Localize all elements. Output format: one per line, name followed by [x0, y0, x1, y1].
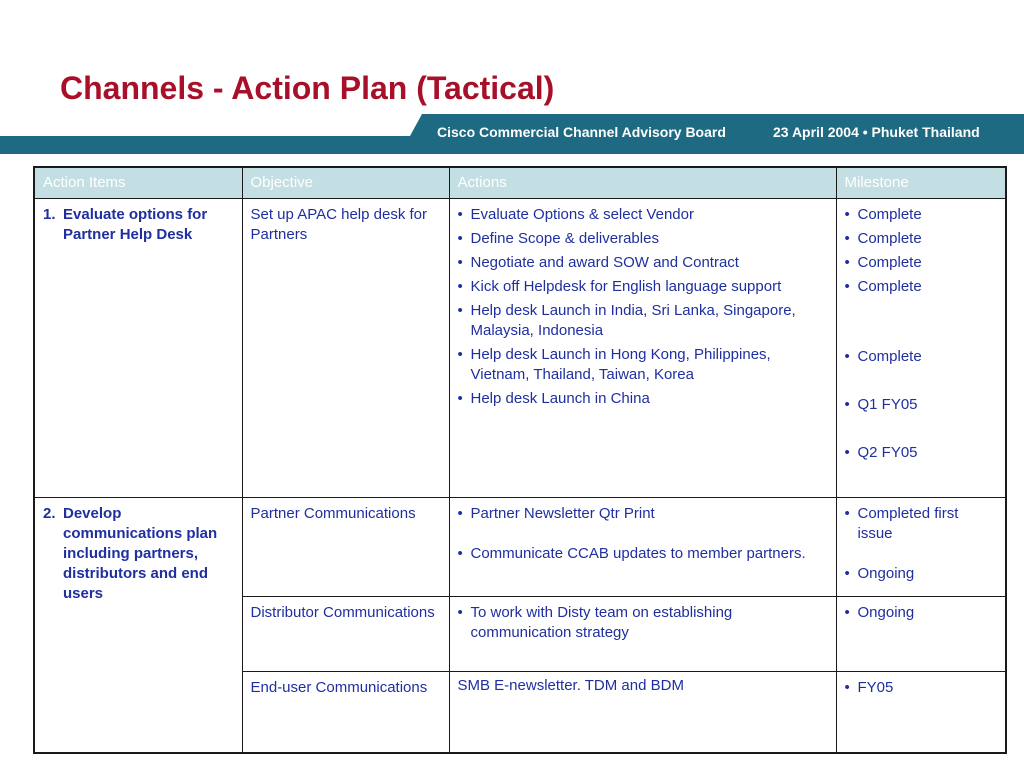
milestone-bullet: • Complete — [845, 253, 998, 273]
action-bullet: • Partner Newsletter Qtr Print — [458, 504, 828, 524]
action-bullet: • Define Scope & deliverables — [458, 229, 828, 249]
milestone-bullet: • FY05 — [845, 678, 998, 698]
objective-cell: Set up APAC help desk for Partners — [242, 199, 449, 498]
milestone-bullet: • Completed first issue — [845, 504, 998, 544]
action-bullet: • Help desk Launch in China — [458, 389, 828, 409]
table-row — [34, 199, 1006, 498]
actions-cell — [449, 199, 836, 498]
action-item-text: Develop communications plan including partners, distributors and end users — [63, 505, 218, 602]
objective-cell: End-user Communications — [242, 672, 449, 754]
action-item-cell — [34, 498, 242, 754]
column-header-actions: Actions — [449, 167, 836, 199]
actions-cell — [449, 597, 836, 672]
milestone-bullet: • Complete — [845, 347, 998, 367]
action-plan-table — [33, 166, 1007, 754]
action-item-number: 2. — [43, 505, 56, 522]
action-bullet: • Evaluate Options & select Vendor — [458, 205, 828, 225]
action-bullet: • Negotiate and award SOW and Contract — [458, 253, 828, 273]
milestone-bullet: • Q1 FY05 — [845, 395, 998, 415]
milestone-cell — [836, 199, 1006, 498]
milestone-bullet: • Complete — [845, 205, 998, 225]
date-location-label: 23 April 2004 • Phuket Thailand — [773, 124, 980, 140]
milestone-bullet: • Ongoing — [845, 603, 998, 623]
objective-cell: Partner Communications — [242, 498, 449, 597]
milestone-bullet: • Q2 FY05 — [845, 443, 998, 463]
table-header-row — [34, 167, 1006, 199]
action-bullet: • Help desk Launch in Hong Kong, Philippines, Vietnam, Thailand, Taiwan, Korea — [458, 345, 828, 385]
milestone-bullet: • Ongoing — [845, 564, 998, 584]
milestone-bullet: • Complete — [845, 229, 998, 249]
table-row — [34, 498, 1006, 597]
actions-cell — [449, 498, 836, 597]
milestone-cell — [836, 597, 1006, 672]
action-bullet: • To work with Disty team on establishing communication strategy — [458, 603, 828, 643]
column-header-milestone: Milestone — [836, 167, 1006, 199]
page-title: Channels - Action Plan (Tactical) — [60, 70, 555, 106]
milestone-bullet: • Complete — [845, 277, 998, 297]
action-bullet: • Communicate CCAB updates to member partners. — [458, 544, 828, 564]
objective-cell: Distributor Communications — [242, 597, 449, 672]
action-bullet: • Help desk Launch in India, Sri Lanka, Singapore, Malaysia, Indonesia — [458, 301, 828, 341]
milestone-cell — [836, 498, 1006, 597]
action-item-number: 1. — [43, 206, 56, 223]
milestone-cell — [836, 672, 1006, 754]
action-bullet: • Kick off Helpdesk for English language support — [458, 277, 828, 297]
column-header-objective: Objective — [242, 167, 449, 199]
column-header-action-items: Action Items — [34, 167, 242, 199]
actions-cell: SMB E-newsletter. TDM and BDM — [449, 672, 836, 754]
action-item-cell — [34, 199, 242, 498]
action-item-text: Evaluate options for Partner Help Desk — [63, 206, 208, 243]
advisory-board-label: Cisco Commercial Channel Advisory Board — [437, 124, 726, 140]
